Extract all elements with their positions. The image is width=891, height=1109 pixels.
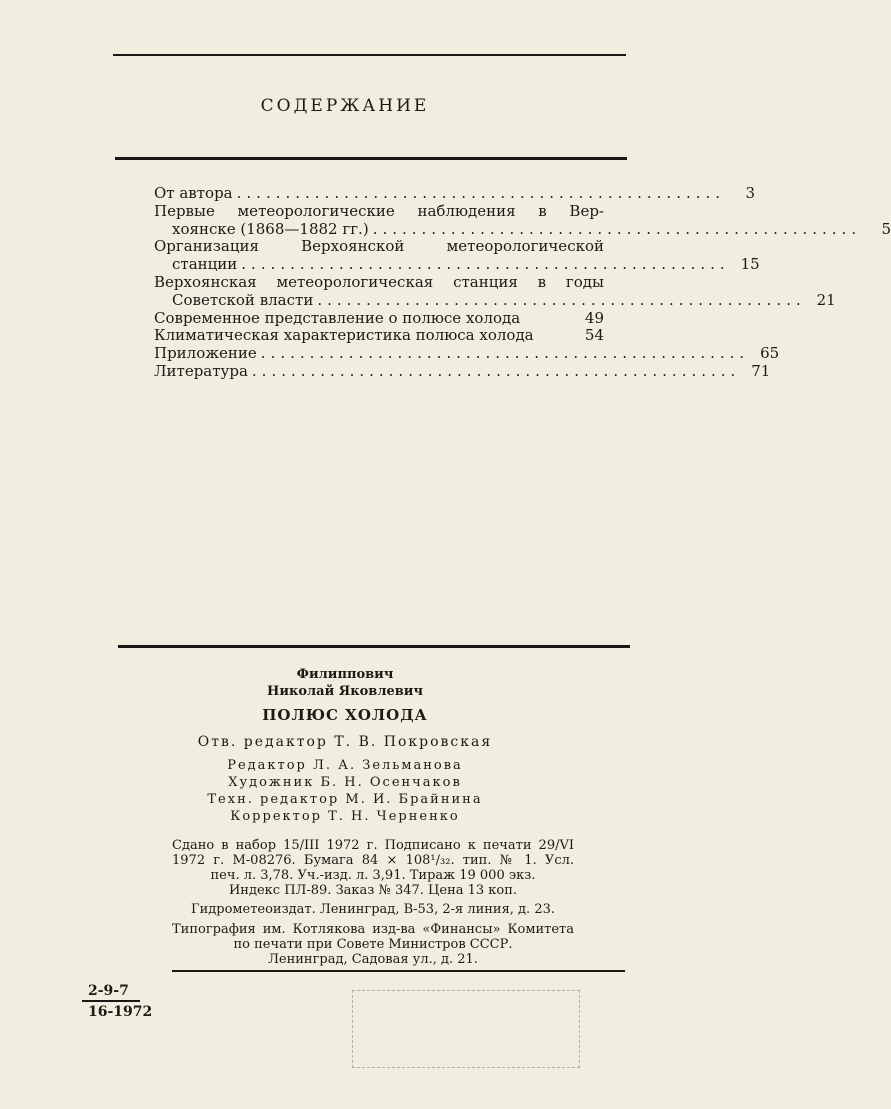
bottom-rule	[172, 970, 625, 972]
code-top: 2-9-7	[88, 983, 129, 999]
print-details	[172, 838, 574, 898]
code-bottom: 16-1972	[88, 1004, 153, 1020]
print-detail-line: печ. л. 3,78. Уч.-изд. л. 3,91. Тираж 19 000 экз.	[210, 868, 536, 883]
imprint-rule	[118, 645, 630, 648]
toc-entry-title: Современное представление о полюсе холода	[154, 308, 521, 327]
tech-editor: Техн. редактор М. И. Брайнина	[207, 792, 483, 807]
toc-entry-title: Организация Верхоянской метеорологической	[154, 237, 604, 256]
print-detail-line: 1972 г. М-08276. Бумага 84 × 108¹/₃₂. тип. № 1. Усл.	[172, 853, 574, 868]
toc-leader: ..................................................	[260, 344, 750, 363]
toc-leader: ..................................................	[241, 255, 730, 274]
toc-entry	[154, 344, 780, 363]
print-detail-line: Сдано в набор 15/III 1972 г. Подписано к печати 29/VI	[172, 838, 574, 853]
toc-entry	[154, 290, 836, 310]
toc-entry	[154, 327, 604, 345]
toc-page-number: 15	[740, 255, 760, 274]
table-of-contents	[154, 184, 891, 381]
artist: Художник Б. Н. Осенчаков	[228, 775, 462, 790]
printer-line: Типография им. Котлякова изд-ва «Финансы» Комитета	[172, 922, 574, 937]
toc-heading: СОДЕРЖАНИЕ	[260, 96, 430, 116]
responsible-editor: Отв. редактор Т. В. Покровская	[197, 734, 493, 750]
author-surname: Филиппович	[296, 667, 394, 682]
toc-entry	[154, 310, 604, 328]
toc-leader: ..................................................	[372, 219, 862, 238]
toc-entry-title: Литература	[154, 361, 248, 380]
toc-page-number: 71	[751, 361, 771, 380]
printer-line: Ленинград, Садовая ул., д. 21.	[268, 952, 478, 967]
toc-entry-title: хоянске (1868—1882 гг.)	[172, 219, 369, 238]
editor: Редактор Л. А. Зельманова	[227, 758, 463, 773]
toc-page-number: 54	[584, 326, 604, 345]
toc-entry-title: Советской власти	[172, 290, 314, 309]
print-detail-line: Индекс ПЛ-89. Заказ № 347. Цена 13 коп.	[228, 883, 518, 898]
toc-entry-title: станции	[172, 255, 238, 274]
toc-leader: ..................................................	[236, 184, 726, 202]
top-rule	[113, 54, 626, 56]
book-title: ПОЛЮС ХОЛОДА	[262, 706, 428, 724]
toc-entry-title: От автора	[154, 184, 233, 202]
toc-page-number: 5	[881, 219, 891, 238]
library-stamp	[352, 990, 580, 1068]
toc-entry-title: Верхоянская метеорологическая станция в годы	[154, 272, 604, 291]
printer	[172, 922, 574, 967]
toc-page-number: 21	[816, 290, 836, 309]
toc-page-number: 3	[745, 184, 756, 202]
toc-entry	[154, 184, 756, 203]
toc-leader: ..................................................	[317, 290, 806, 309]
toc-entry-title: Приложение	[154, 344, 257, 363]
printer-line: по печати при Совете Министров СССР.	[233, 937, 513, 952]
toc-entry-title: Климатическая характеристика полюса холода	[154, 326, 534, 345]
toc-page-number: 65	[760, 344, 780, 363]
toc-rule	[115, 157, 627, 160]
corrector: Корректор Т. Н. Черненко	[230, 809, 460, 824]
code-divider	[82, 1000, 140, 1002]
publisher: Гидрометеоиздат. Ленинград, В-53, 2-я линия, д. 23.	[190, 902, 555, 917]
toc-entry	[154, 255, 760, 274]
toc-entry-title: Первые метеорологические наблюдения в Вер-	[154, 201, 604, 220]
toc-entry	[154, 361, 771, 381]
toc-leader: ..................................................	[251, 361, 741, 380]
author-name: Николай Яковлевич	[267, 684, 423, 699]
toc-entry	[154, 219, 891, 239]
toc-page-number: 49	[584, 308, 604, 327]
